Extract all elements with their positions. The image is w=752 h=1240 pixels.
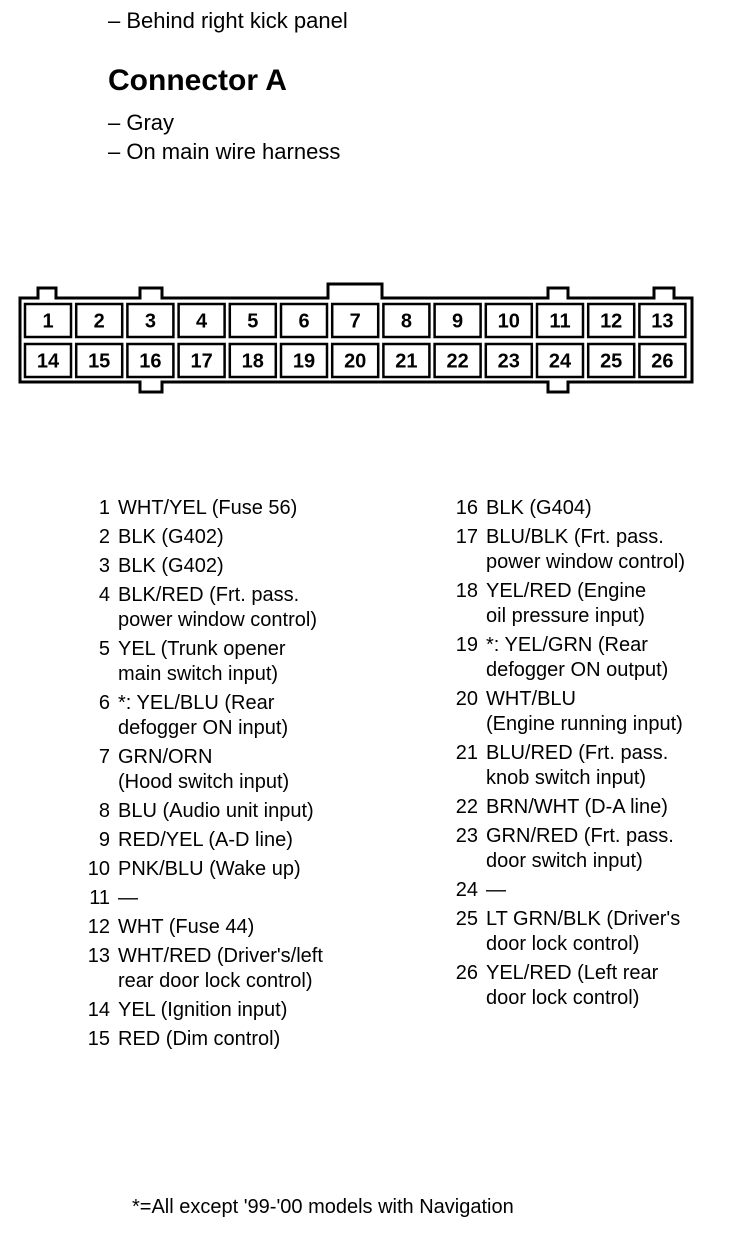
pin-number: 7: [349, 310, 361, 333]
connector-harness-line: – On main wire harness: [108, 139, 341, 164]
pin-entry-description: *: YEL/GRN (Rear defogger ON output): [486, 634, 669, 681]
pin-number: 14: [36, 350, 60, 373]
pin-number: 25: [600, 350, 623, 373]
pin-entry-number: 25: [455, 908, 478, 930]
pin-entry-description: GRN/ORN (Hood switch input): [118, 746, 290, 793]
pin-entry: [428, 878, 685, 903]
pin-list-right: [428, 496, 685, 1015]
pin-entry-number: 7: [98, 746, 110, 768]
pin-number: 12: [600, 310, 623, 333]
pin-number: 10: [497, 310, 520, 333]
pin-entry-description: WHT/YEL (Fuse 56): [118, 497, 298, 519]
pin-entry-number: 8: [98, 800, 110, 822]
pin-number: 16: [139, 350, 162, 373]
pin-entry-description: BLK (G402): [118, 555, 224, 577]
pin-number: 9: [452, 310, 464, 333]
connector-color-line: – Gray: [108, 110, 175, 135]
pin-entry: [60, 915, 323, 940]
pin-number: 3: [144, 310, 156, 333]
pin-entry: [428, 795, 685, 820]
pin-entry-description: BLU/RED (Frt. pass. knob switch input): [486, 742, 669, 789]
pin-entry-number: 26: [455, 962, 478, 984]
pin-entry-description: BLK/RED (Frt. pass. power window control): [118, 584, 317, 631]
pin-entry-description: BLU (Audio unit input): [118, 800, 314, 822]
pin-entry: [428, 741, 685, 791]
pin-entry-number: 21: [455, 742, 478, 764]
pin-number: 4: [196, 310, 208, 333]
pin-entry-number: 18: [455, 580, 478, 602]
pin-entry: [60, 799, 323, 824]
pin-entry-number: 10: [87, 858, 110, 880]
pin-entry-number: 11: [89, 887, 110, 909]
pin-entry: [428, 579, 685, 629]
pin-entry: [60, 745, 323, 795]
pin-entry-number: 13: [87, 945, 110, 967]
pin-number: 21: [395, 350, 418, 373]
pin-number: 13: [651, 310, 674, 333]
pin-entry-number: 1: [98, 497, 110, 519]
pin-entry-number: 6: [98, 692, 110, 714]
pin-entry: [60, 828, 323, 853]
pin-entry-description: —: [486, 879, 506, 901]
pin-number: 22: [446, 350, 469, 373]
pin-number: 15: [88, 350, 111, 373]
pin-list-left: [60, 496, 323, 1056]
pin-entry-number: 9: [98, 829, 110, 851]
pin-entry-number: 2: [98, 526, 110, 548]
pin-entry: [60, 1027, 323, 1052]
pin-entry-number: 20: [455, 688, 478, 710]
pin-number: 11: [549, 310, 571, 333]
pin-entry-number: 16: [455, 497, 478, 519]
pin-entry: [60, 998, 323, 1023]
pin-entry-description: RED (Dim control): [118, 1028, 281, 1050]
pin-entry-description: WHT/BLU (Engine running input): [486, 688, 683, 735]
pin-entry-number: 3: [98, 555, 110, 577]
pin-number: 17: [190, 350, 213, 373]
pin-entry-description: LT GRN/BLK (Driver's door lock control): [486, 908, 681, 955]
pin-number: 23: [497, 350, 520, 373]
pin-entry-number: 17: [455, 526, 478, 548]
pin-entry-description: BLU/BLK (Frt. pass. power window control): [486, 526, 685, 573]
pin-entry-number: 22: [455, 796, 478, 818]
pin-entry: [428, 961, 685, 1011]
pin-entry: [60, 525, 323, 550]
pin-number: 8: [400, 310, 412, 333]
pin-entry-description: YEL (Trunk opener main switch input): [118, 638, 286, 685]
pin-entry-description: PNK/BLU (Wake up): [118, 858, 301, 880]
pin-entry: [60, 583, 323, 633]
pin-entry-number: 4: [98, 584, 110, 606]
pin-number: 20: [344, 350, 367, 373]
pin-number: 24: [548, 350, 572, 373]
pin-entry-description: BLK (G404): [486, 497, 592, 519]
pin-entry-description: BLK (G402): [118, 526, 224, 548]
pin-entry-description: *: YEL/BLU (Rear defogger ON input): [118, 692, 289, 739]
pin-number: 26: [651, 350, 674, 373]
pin-entry: [428, 633, 685, 683]
pin-entry-description: YEL/RED (Engine oil pressure input): [486, 580, 647, 627]
pin-entry: [428, 496, 685, 521]
pin-entry-number: 15: [87, 1028, 110, 1050]
pin-entry-description: WHT/RED (Driver's/left rear door lock control): [118, 945, 323, 992]
pin-entry: [428, 687, 685, 737]
pin-entry: [60, 886, 323, 911]
pin-number: 1: [42, 310, 54, 333]
pin-entry-number: 23: [455, 825, 478, 847]
pin-entry-description: GRN/RED (Frt. pass. door switch input): [486, 825, 674, 872]
pin-entry-description: YEL/RED (Left rear door lock control): [486, 962, 659, 1009]
pin-number: 5: [247, 310, 259, 333]
pin-entry-number: 24: [455, 879, 478, 901]
pin-entry: [60, 944, 323, 994]
pin-number: 19: [292, 350, 316, 373]
pin-entry: [428, 824, 685, 874]
pin-entry-description: BRN/WHT (D-A line): [486, 796, 668, 818]
pin-entry: [60, 857, 323, 882]
pin-entry-description: YEL (Ignition input): [118, 999, 288, 1021]
pin-number: 18: [241, 350, 264, 373]
pin-entry: [60, 637, 323, 687]
pin-entry: [428, 525, 685, 575]
connector-diagram: [0, 0, 752, 440]
pin-number: 2: [93, 310, 105, 333]
pin-entry-description: RED/YEL (A-D line): [118, 829, 293, 851]
pin-entry-number: 19: [455, 634, 478, 656]
pin-entry: [60, 496, 323, 521]
location-line: – Behind right kick panel: [108, 8, 348, 33]
pin-entry-description: —: [118, 887, 138, 909]
footnote: *=All except '99-'00 models with Navigation: [132, 1196, 514, 1218]
pin-entry-number: 14: [87, 999, 110, 1021]
pin-entry-number: 12: [87, 916, 110, 938]
connector-title: Connector A: [108, 64, 287, 97]
pin-entry: [60, 691, 323, 741]
pin-entry-description: WHT (Fuse 44): [118, 916, 255, 938]
pin-entry: [428, 907, 685, 957]
pin-entry: [60, 554, 323, 579]
pin-number: 6: [298, 310, 310, 333]
pin-entry-number: 5: [98, 638, 110, 660]
